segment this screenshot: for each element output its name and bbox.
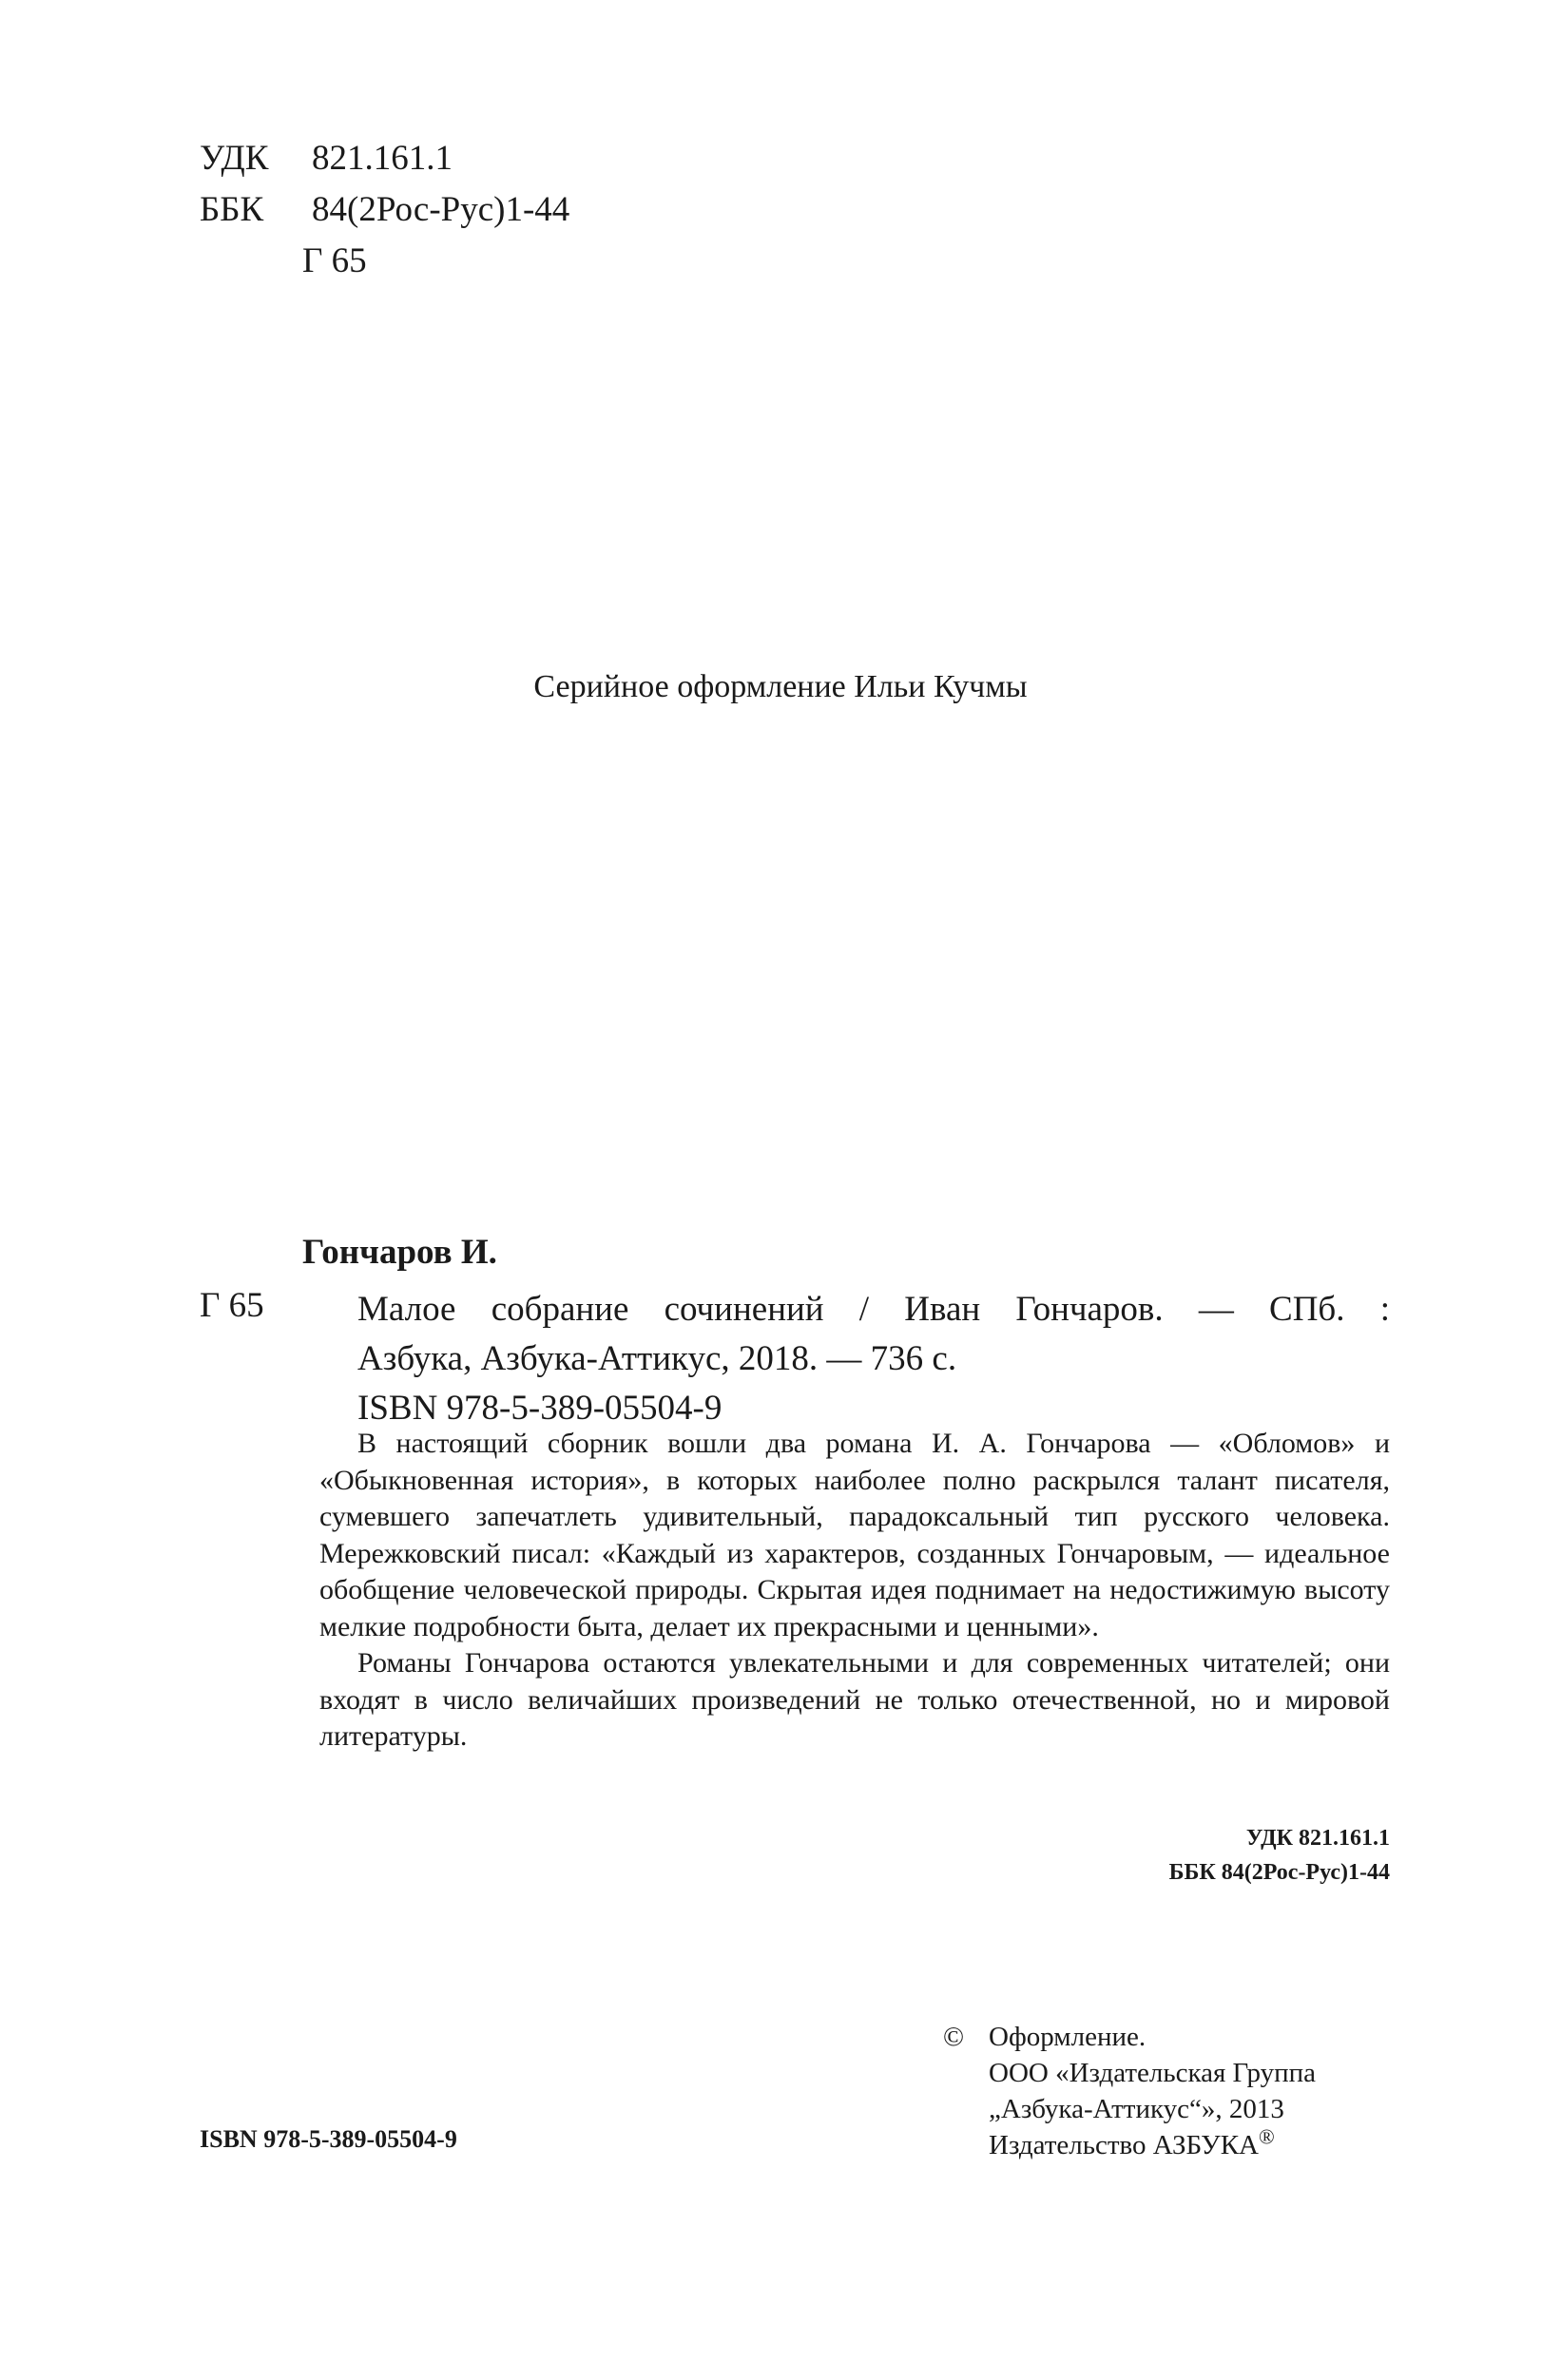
title-line: Малое собрание сочинений / Иван Гончаров. — СПб. : [357,1290,1390,1329]
publisher-name: Издательство АЗБУКА [989,2130,1259,2160]
isbn-line: ISBN 978-5-389-05504-9 [357,1389,723,1428]
classification-bottom [1074,1821,1390,1890]
bibliographic-description [357,1285,1390,1433]
author-sign: Г 65 [200,1286,264,1325]
series-design-credit: Серийное оформление Ильи Кучмы [533,669,1028,704]
bbk-row [200,184,569,236]
author-heading: Гончаров И. [302,1233,497,1272]
annotation [319,1426,1390,1756]
copyright-line-2: ООО «Издательская Группа [989,2058,1317,2088]
copyright-notice [943,2019,1316,2163]
copyright-text-1: Оформление. [989,2022,1147,2052]
publisher-line: Азбука, Азбука-Аттикус, 2018. — 736 с. [357,1339,957,1378]
copyright-line-3: „Азбука-Аттикус“», 2013 [989,2094,1284,2124]
author-sign-top: Г 65 [302,241,367,280]
copyright-line-1 [943,2019,1316,2055]
udk-row [200,133,569,184]
copyright-line-4 [943,2124,1316,2163]
bbk-value: 84(2Рос-Рус)1-44 [312,190,570,229]
bbk-bottom: ББК 84(2Рос-Рус)1-44 [1168,1860,1390,1885]
copyright-symbol: © [943,2022,965,2052]
annotation-paragraph-1: В настоящий сборник вошли два романа И. А. Гончарова — «Обломов» и «Обыкновенная история», в которых наиболее полно раскрылся талант писателя, сумевшего запечатлеть удивительный, парадоксальный тип русского человека. Мережковский писал: «Каждый из характеров, созданных Гончаровым, — идеальное обобщение человеческой природы. Скрытая идея поднимает на недостижимую высоту мелкие подробности быта, делает их прекрасными и ценными». [319,1428,1390,1642]
classification-top [200,133,569,287]
bbk-key: ББК [200,190,264,229]
udk-key: УДК [200,139,269,178]
annotation-paragraph-2: Романы Гончарова остаются увлекательными и для современных читателей; они входят в число величайших произведений не только отечественной, но и мировой литературы. [319,1647,1390,1752]
udk-bottom: УДК 821.161.1 [1245,1826,1390,1851]
udk-value: 821.161.1 [312,139,453,178]
registered-mark: ® [1258,2124,1275,2149]
isbn-bottom: ISBN 978-5-389-05504-9 [200,2125,457,2153]
